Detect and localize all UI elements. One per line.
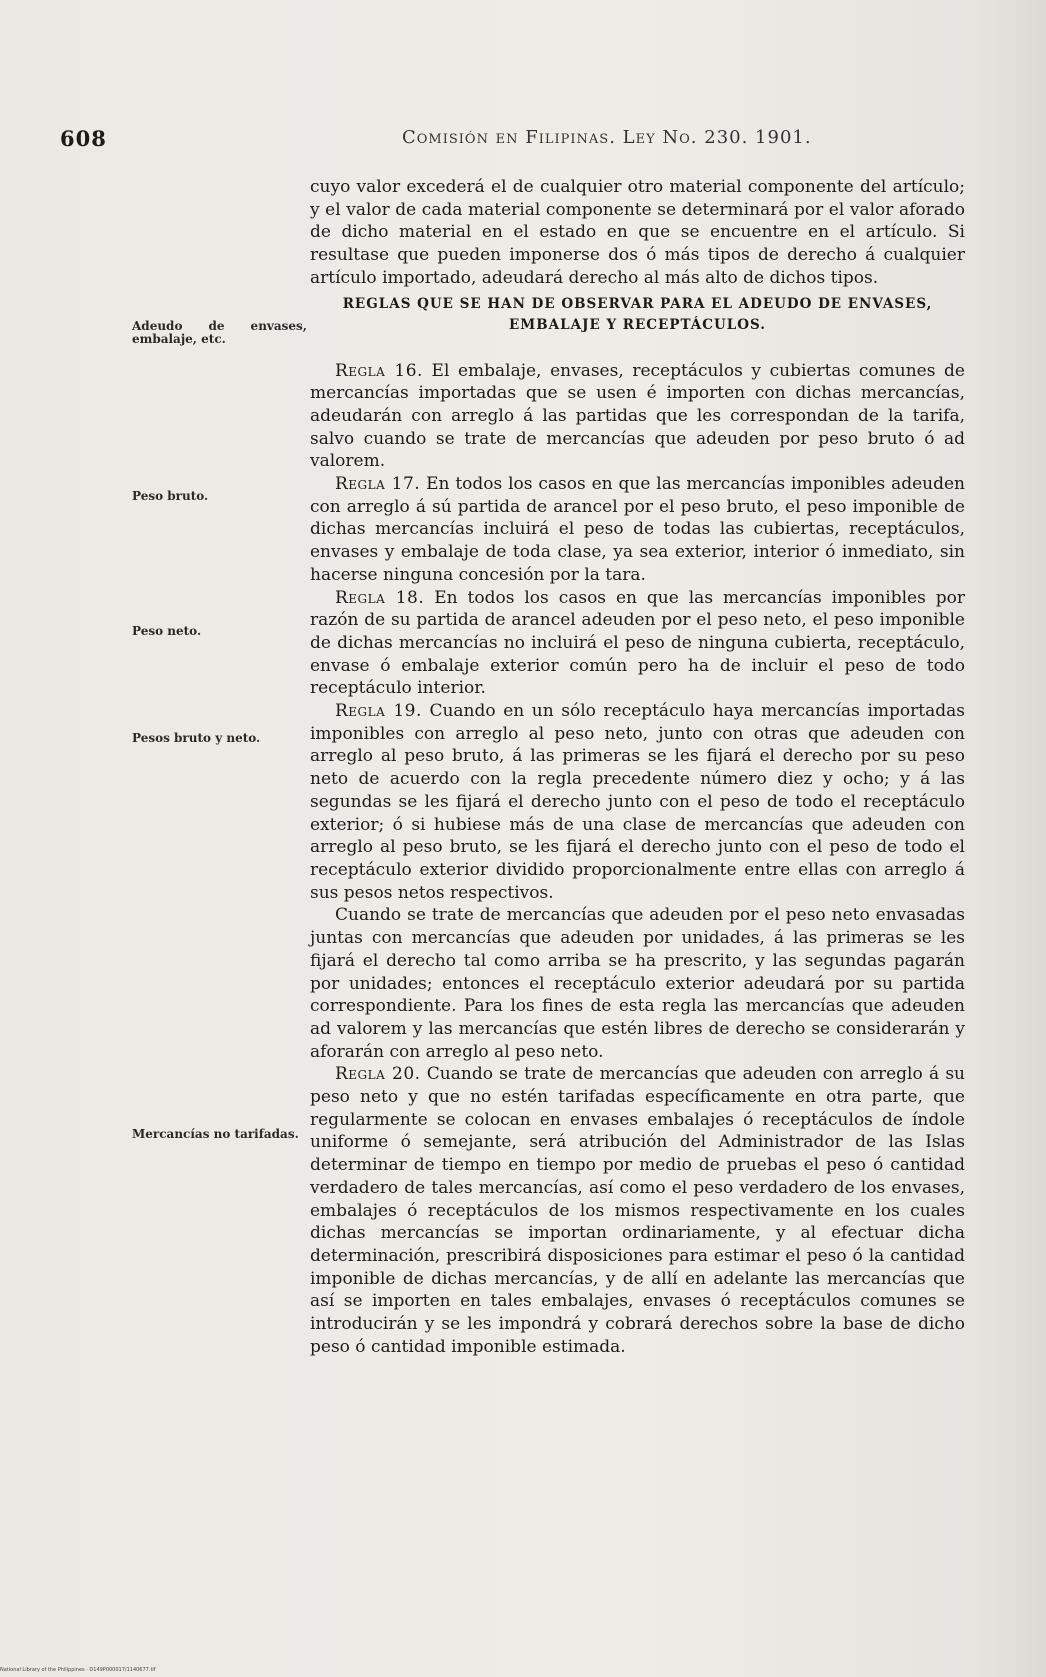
rule-17-text: En todos los casos en que las mercancías imponibles adeuden con arreglo á sú partida de arancel por el peso bruto, el peso imponible de dichas mercancías incluirá el peso de todas las cubiertas, receptáculos, envases y embalaje de toda clase, ya sea exterior, interior ó inmediato, sin hacerse ninguna concesión por la tara. <box>310 474 965 585</box>
rule-19-text: Cuando en un sólo receptáculo haya mercancías importadas imponibles con arreglo al peso neto, junto con otras que adeuden con arreglo al peso bruto, á las primeras se les fijará el derecho por su peso neto de acuerdo con la regla precedente número diez y ocho; y á las segundas se les fijará el derecho junto con el peso de todo el receptáculo exterior; ó si hubiese más de una clase de mercancías que adeuden con arreglo al peso bruto, se les fijará el derecho junto con el peso de todo el receptáculo exterior dividido proporcionalmente entre ellas con arreglo á sus pesos netos respectivos. <box>310 701 965 903</box>
rule-18-text: En todos los casos en que las mercancías imponibles por razón de su partida de arancel adeuden por el peso neto, el peso imponible de dichas mercancías no incluirá el peso de ninguna cubierta, receptáculo, envase ó embalaje exterior común pero ha de incluir el peso de todo receptáculo interior. <box>310 587 965 699</box>
page-number: 608 <box>60 126 107 151</box>
scan-footer: National Library of the Philippines · D149P000017/1140677.tif <box>0 1667 156 1673</box>
rule-16-name: Regla 16. <box>335 360 423 381</box>
margin-note-no-tarifadas: Mercancías no tarifadas. <box>132 1127 299 1141</box>
rule-17-paragraph <box>310 473 965 587</box>
rule-20-text: Cuando se trate de mercancías que adeuden con arreglo á su peso neto y que no estén tarifadas específicamente en otra parte, que regularmente se colocan en envases embalajes ó receptáculos de índole uniforme ó semejante, será atribución del Administrador de las Islas determinar de tiempo en tiempo por medio de pruebas el peso ó cantidad verdadero de tales mercancías, así como el peso verdadero de los envases, embalajes ó receptáculos de los mismos respectivamente en los cuales dichas mercancías se importan ordinariamente, y al efectuar dicha determinación, prescribirá disposiciones para estimar el peso ó la cantidad imponible de dichas mercancías, y de allí en adelante las mercancías que así se importen en tales embalajes, envases ó receptáculos comunes se introducirán y se les impondrá y cobrará derechos sobre la base de dicho peso ó cantidad imponible estimada. <box>310 1064 965 1357</box>
rule-16-paragraph <box>310 360 965 474</box>
rule-18-paragraph <box>310 587 965 701</box>
section-heading: REGLAS QUE SE HAN DE OBSERVAR PARA EL ADEUDO DE ENVASES, EMBALAJE Y RECEPTÁCULOS. <box>342 295 933 333</box>
rule-20-name: Regla 20. <box>335 1064 421 1085</box>
rule-20-paragraph <box>310 1063 965 1358</box>
margin-note-pesos-bruto-neto: Pesos bruto y neto. <box>132 731 261 745</box>
rule-19-continuation: Cuando se trate de mercancías que adeuden por el peso neto envasadas juntas con mercancías que adeuden por unidades, á las primeras se les fijará el derecho tal como arriba se ha prescrito, y las segundas pagarán por unidades; entonces el receptáculo exterior adeudará por su partida correspondiente. Para los fines de esta regla las mercancías que adeuden ad valorem y las mercancías que estén libres de derecho se considerarán y aforarán con arreglo al peso neto. <box>310 905 965 1062</box>
rule-16-text: El embalaje, envases, receptáculos y cubiertas comunes de mercancías importadas que se usen é importen con dichas mercancías, adeudarán con arreglo á las partidas que les correspondan de la tarifa, salvo cuando se trate de mercancías que adeuden por peso bruto ó ad valorem. <box>310 360 965 472</box>
main-text <box>310 176 965 1358</box>
rule-19-paragraph <box>310 700 965 904</box>
margin-note-peso-bruto: Peso bruto. <box>132 489 209 503</box>
margin-note-peso-neto: Peso neto. <box>132 624 202 638</box>
running-title: Comisión en Filipinas. Ley No. 230. 1901. <box>402 127 812 148</box>
intro-paragraph: cuyo valor excederá el de cualquier otro material componente del artículo; y el valor de cada material componente se determinará por el valor aforado de dicho material en el estado en que se encuentre en el artículo. Si resultase que pueden imponerse dos ó más tipos de derecho á cualquier artículo importado, adeudará derecho al más alto de dichos tipos. <box>310 177 965 288</box>
rule-19-name: Regla 19. <box>335 701 422 722</box>
rule-17-name: Regla 17. <box>335 474 421 495</box>
margin-note-envases: Adeudo de envases, embalaje, etc. <box>132 319 307 346</box>
page-header <box>60 126 880 156</box>
rule-18-name: Regla 18. <box>335 587 425 608</box>
